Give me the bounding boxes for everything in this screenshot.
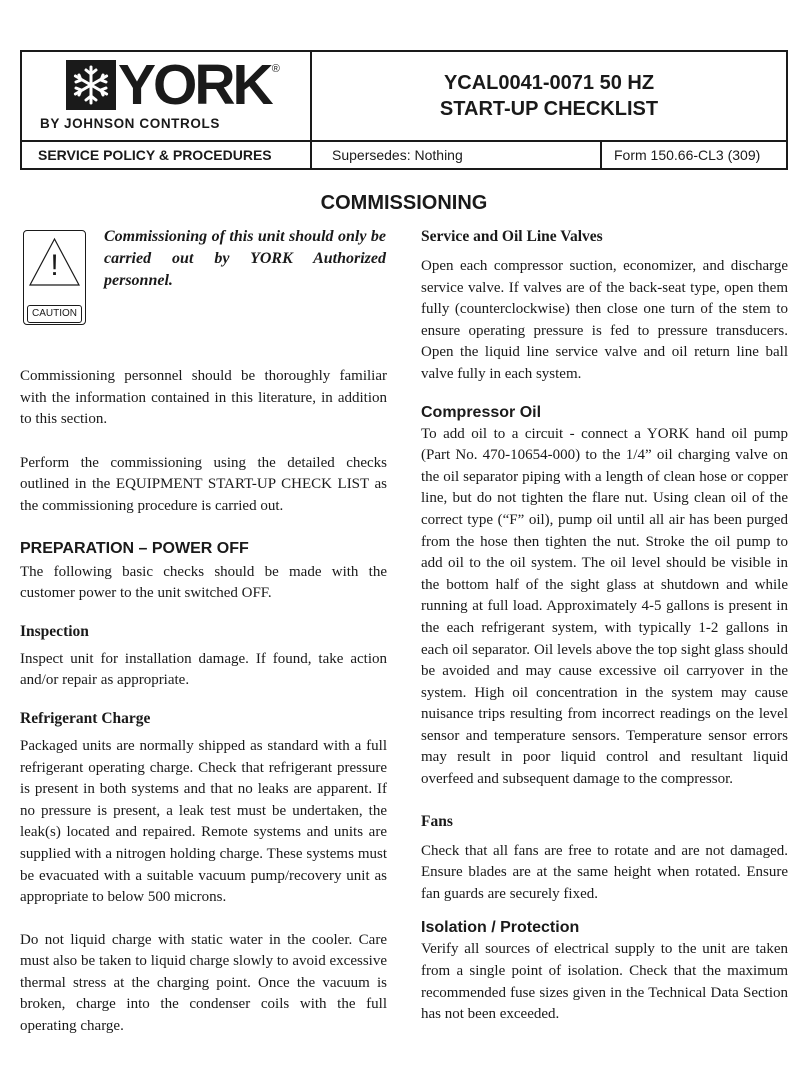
exclamation-icon: ! xyxy=(50,249,59,282)
caution-notice xyxy=(20,226,387,346)
registered-mark: ® xyxy=(271,63,280,75)
title-checklist: START-UP CHECKLIST xyxy=(439,98,659,120)
valves-text: Open each compressor suction, economizer, and discharge service valve. If valves are of the back-seat type, open them fully (counterclockwise) then close one turn of the stem to ensure operating pressure is fed to pressure transducers. Open the liquid line service valve and oil return line ball valve fully in each system. xyxy=(421,258,788,382)
york-logo xyxy=(66,53,280,117)
compressor-oil-heading: Compressor Oil xyxy=(421,403,542,421)
preparation-text: The following basic checks should be made with the customer power to the unit switched OFF. xyxy=(20,563,387,602)
logo-subtitle: BY JOHNSON CONTROLS xyxy=(40,116,220,131)
form-number: Form 150.66-CL3 (309) xyxy=(614,147,761,163)
caution-text: Commissioning of this unit should only be carried out by YORK Authorized personnel. xyxy=(104,228,386,289)
valves-heading: Service and Oil Line Valves xyxy=(421,228,603,245)
right-column xyxy=(421,226,788,1026)
inspection-heading: Inspection xyxy=(20,622,89,640)
document-header xyxy=(20,50,788,170)
preparation-heading: PREPARATION – POWER OFF xyxy=(20,539,249,557)
intro-paragraph-2: Perform the commissioning using the detailed checks outlined in the EQUIPMENT START-UP CHECK LIST as the commissioning procedure is carried out. xyxy=(20,454,387,514)
caution-label: CAUTION xyxy=(27,305,82,323)
logo-cell xyxy=(22,52,312,140)
header-info-row xyxy=(22,140,786,168)
refrigerant-text-2: Do not liquid charge with static water in the cooler. Care must also be taken to liquid charge slowly to avoid excessive thermal stress at the charging point. Once the vacuum is broken, charge into the condenser coils with the full operating charge. xyxy=(20,931,387,1035)
title-model: YCAL0041-0071 50 HZ xyxy=(443,72,655,94)
isolation-text: Verify all sources of electrical supply to the unit are taken from a single point of isolation. Check that the maximum recommended fuse sizes given in the Technical Data Section has not been exceeded. xyxy=(421,941,788,1023)
fans-text: Check that all fans are free to rotate and are not damaged. Ensure blades are at the same height when rotated. Ensure fan guards are securely fixed. xyxy=(421,842,788,902)
snowflake-logo-icon xyxy=(66,60,116,110)
logo-wordmark: YORK xyxy=(118,53,271,117)
service-policy-label: SERVICE POLICY & PROCEDURES xyxy=(22,142,312,168)
inspection-text: Inspect unit for installation damage. If found, take action and/or repair as appropriate. xyxy=(20,650,387,689)
refrigerant-text-1: Packaged units are normally shipped as standard with a full refrigerant operating charge. Check that refrigerant pressure is present in both systems and that no leaks are apparent. If no pressure is present, a leak test must be undertaken, the leak(s) located and repaired. Remote systems and units are supplied with a nitrogen holding charge. These systems must be evacuated with a suitable vacuum pump/recovery unit as appropriate to below 500 microns. xyxy=(20,737,387,906)
caution-box xyxy=(23,230,86,325)
left-column xyxy=(20,226,387,1038)
section-title: COMMISSIONING xyxy=(320,192,488,214)
document-title xyxy=(312,52,786,140)
compressor-oil-text: To add oil to a circuit - connect a YORK hand oil pump (Part No. 470-10654-000) to the 1/4” oil charging valve on the oil separator piping with a length of clean hose or copper line, but do not tighten the flare nut. Using clean oil of the correct type (“F” oil), pump oil until all air has been purged from the hose then tighten the nut. Stroke the oil pump to add oil to the oil system. The oil level should be visible in the bottom half of the sight glass at shutdown and while running at full load. Approximately 4-5 gallons is present in the each refrigerant system, with typically 1-2 gallons in each oil separator. Oil levels above the top sight glass should be avoided and may cause excessive oil carryover in the system. High oil concentration in the system may cause nuisance trips resulting from incorrect readings on the level sensor and temperature sensors. Temperature sensor errors may result in poor liquid control and resultant liquid overfeed and subsequent damage to the compressor. xyxy=(421,425,788,788)
refrigerant-heading: Refrigerant Charge xyxy=(20,709,151,727)
supersedes-label: Supersedes: Nothing xyxy=(312,142,602,168)
fans-heading: Fans xyxy=(421,812,453,830)
intro-paragraph-1: Commissioning personnel should be thoroughly familiar with the information contained in this literature, in addition to this section. xyxy=(20,368,387,428)
isolation-heading: Isolation / Protection xyxy=(421,919,580,937)
